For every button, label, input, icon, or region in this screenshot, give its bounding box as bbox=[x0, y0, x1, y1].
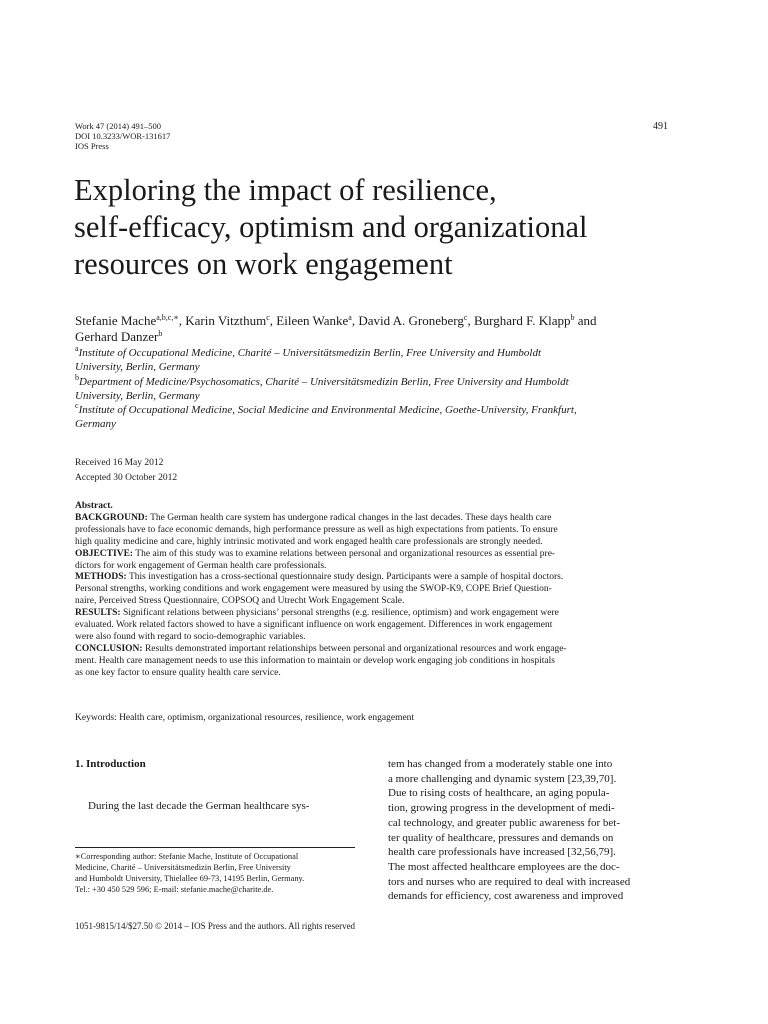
title-line: self-efficacy, optimism and organizational bbox=[74, 210, 588, 244]
submission-dates bbox=[75, 456, 177, 486]
text-line: ter quality of healthcare, pressures and demands on bbox=[388, 831, 614, 844]
footnote-divider bbox=[75, 847, 355, 848]
text-line: health care professionals have increased [32,56,79]. bbox=[388, 846, 616, 859]
section-label: METHODS: bbox=[75, 572, 127, 583]
author-name: Eileen Wanke bbox=[276, 313, 349, 328]
author-affiliation-mark: b bbox=[158, 329, 163, 338]
title-line: resources on work engagement bbox=[74, 247, 453, 281]
author-affiliation-mark: a,b,c,∗ bbox=[156, 313, 179, 322]
journal-citation: Work 47 (2014) 491–500 bbox=[75, 121, 161, 131]
affiliation-b: $^b$Department of Medicine/Psychosomatics, Charité – Universitätsmedizin Berlin, Free University and Humboldt University, Berlin, Germany bbox=[75, 372, 569, 402]
abstract-results: RESULTS: Significant relations between physicians’ personal strengths (e.g. resilience, optimism) and work engagement were evaluated. Work related factors showed to have a significant influence on work engagement. Differences in work engagement were also found with regard to socio-demographic variables. bbox=[75, 608, 559, 642]
author-name: Gerhard Danzer bbox=[75, 329, 159, 344]
section-heading-introduction: 1. Introduction bbox=[75, 758, 146, 770]
text-line: Due to rising costs of healthcare, an aging popula- bbox=[388, 787, 610, 800]
section-label: CONCLUSION: bbox=[75, 643, 143, 654]
author-name: Stefanie Mache bbox=[75, 313, 157, 328]
article-title bbox=[74, 172, 674, 283]
affiliations bbox=[75, 346, 685, 432]
abstract bbox=[75, 501, 670, 680]
abstract-methods: METHODS: This investigation has a cross-sectional questionnaire study design. Participants were a sample of hospital doctors. Personal strengths, working conditions and work engagement were measured by using the SWOP-K9, COPE Brief Question- naire, Perceived Stress Questionnaire, COPSOQ and Utrecht Work Engagement Scale. bbox=[75, 572, 564, 607]
affiliation-c: $^c$Institute of Occupational Medicine, Social Medicine and Environmental Medicine, Goethe-University, Frankfurt, Germany bbox=[75, 401, 577, 431]
text-line: demands for efficiency, cost awareness and improved bbox=[388, 890, 624, 903]
text-line: tion, growing progress in the development of medi- bbox=[388, 802, 615, 815]
received-date: Received 16 May 2012 bbox=[75, 458, 164, 468]
text-line: a more challenging and dynamic system [23,39,70]. bbox=[388, 772, 617, 785]
author-name: Karin Vitzthum bbox=[185, 313, 267, 328]
text-line: tors and nurses who are required to deal with increased bbox=[388, 875, 631, 888]
copyright-line: 1051-9815/14/$27.50 © 2014 – IOS Press and the authors. All rights reserved bbox=[75, 921, 356, 931]
author-name: David A. Groneberg bbox=[358, 313, 464, 328]
body-text-column-2 bbox=[388, 757, 670, 904]
page-number: 491 bbox=[653, 121, 668, 132]
text-line: cal technology, and greater public awareness for bet- bbox=[388, 816, 621, 829]
introduction-text: During the last decade the German healthcare sys- bbox=[88, 800, 310, 812]
affiliation-a: $^a$Institute of Occupational Medicine, Charité – Universitätsmedizin Berlin, Free University and Humboldt University, Berlin, Germany bbox=[75, 344, 541, 374]
corresponding-author-footnote: ∗Corresponding author: Stefanie Mache, Institute of Occupational Medicine, Charité – Universitätsmedizin Berlin, Free University and Humboldt University, Thielallee 69-73, 14195 Berlin, Germany. Tel.: +30 450 529 596; E-mail: stefanie.mache@charite.de. bbox=[75, 852, 305, 894]
author-affiliation-mark: c bbox=[463, 313, 468, 322]
author-list: Stefanie Mache$^{a,b,c,∗}$, Karin Vitzthum$^c$, Eileen Wanke$^a$, David A. Groneberg$^c$, Burghard F. Klapp$^b$ and Gerhard Danzer$^b$ bbox=[75, 313, 597, 344]
author-name: Burghard F. Klapp bbox=[473, 313, 571, 328]
affiliation-mark: b bbox=[75, 372, 79, 382]
section-label: OBJECTIVE: bbox=[75, 548, 134, 559]
keywords: Keywords: Health care, optimism, organizational resources, resilience, work engagement bbox=[75, 713, 415, 723]
text-line: The most affected healthcare employees are the doc- bbox=[388, 860, 620, 873]
doi: DOI 10.3233/WOR-131617 bbox=[75, 131, 171, 141]
section-label: RESULTS: bbox=[75, 608, 121, 619]
text-line: tem has changed from a moderately stable one into bbox=[388, 758, 613, 770]
author-affiliation-mark: b bbox=[570, 313, 575, 322]
abstract-conclusion: CONCLUSION: Results demonstrated important relationships between personal and organizational resources and work engage- ment. Health care management needs to use this information to maintain or develop work engaging job conditions in hospitals as one key factor to ensure quality health care service. bbox=[75, 643, 567, 678]
journal-header bbox=[75, 121, 170, 151]
abstract-objective: OBJECTIVE: The aim of this study was to examine relations between personal and organizational resources as essential pre- dictors for work engagement of German health care professionals. bbox=[75, 548, 556, 571]
title-line: Exploring the impact of resilience, bbox=[74, 173, 497, 207]
section-label: BACKGROUND: bbox=[75, 512, 148, 523]
abstract-background: BACKGROUND: The German health care system has undergone radical changes in the last decades. These days health care professionals have to face economic demands, high performance pressure as well as high expectations from patients. To ensure high quality medicine and care, highly intrinsic motivated and work engaged health care professionals are strongly needed. bbox=[75, 512, 558, 547]
affiliation-mark: a bbox=[75, 344, 79, 353]
affiliation-mark: c bbox=[75, 401, 79, 411]
author-affiliation-mark: a bbox=[348, 313, 352, 322]
publisher: IOS Press bbox=[75, 141, 109, 151]
author-affiliation-mark: c bbox=[266, 313, 270, 322]
accepted-date: Accepted 30 October 2012 bbox=[75, 473, 178, 483]
abstract-heading: Abstract. bbox=[75, 501, 113, 511]
